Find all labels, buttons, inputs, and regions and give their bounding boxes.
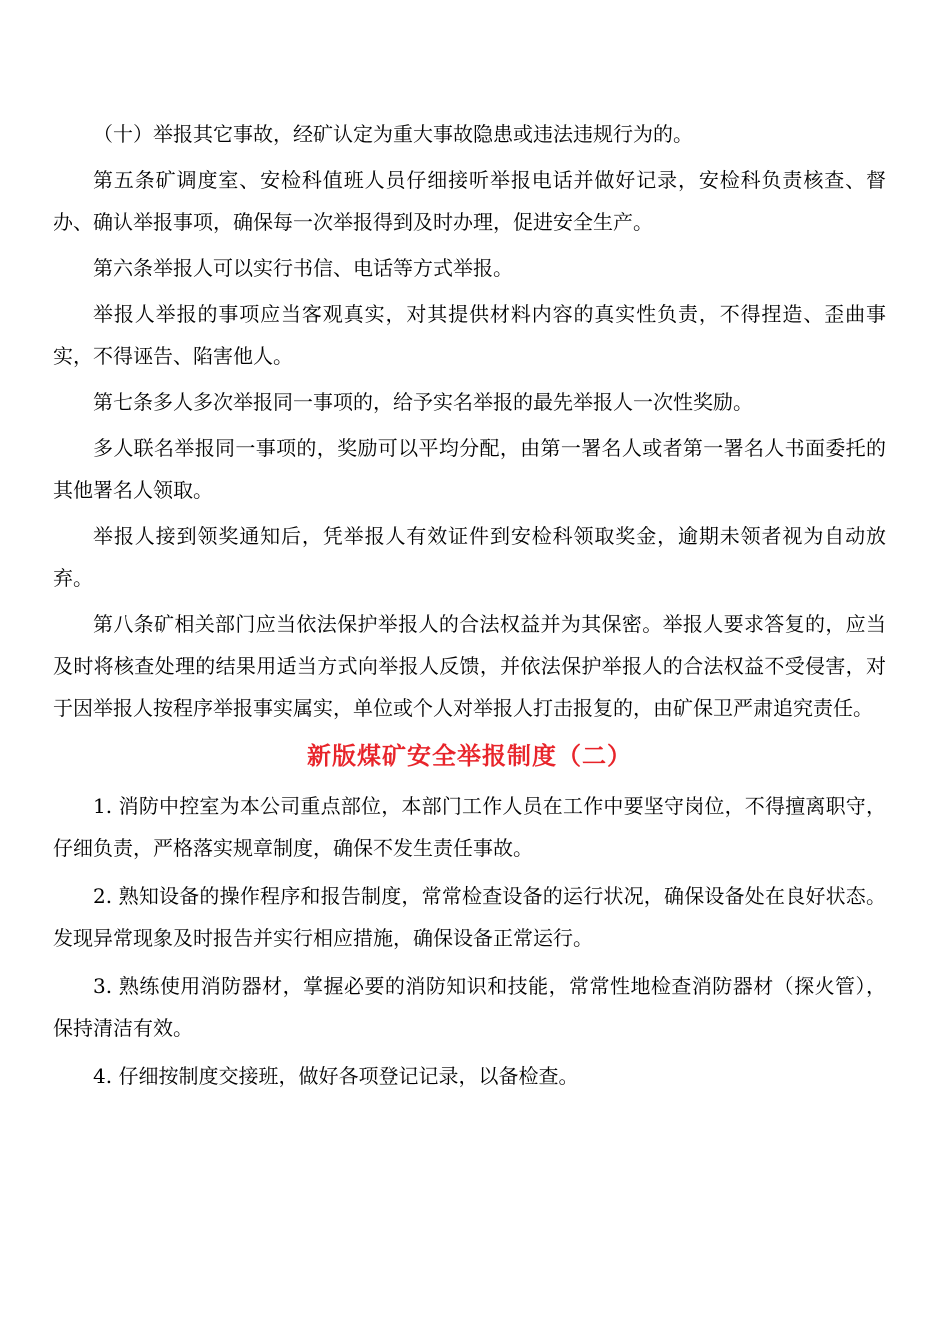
paragraph-report-truth: 举报人举报的事项应当客观真实，对其提供材料内容的真实性负责，不得捏造、歪曲事实，不得诬告、陷害他人。 [53,302,886,368]
paragraph-article-7: 第七条多人多次举报同一事项的，给予实名举报的最先举报人一次性奖励。 [93,390,753,414]
paragraph-article-8: 第八条矿相关部门应当依法保护举报人的合法权益并为其保密。举报人要求答复的，应当及时将核查处理的结果用适当方式向举报人反馈，并依法保护举报人的合法权益不受侵害，对于因举报人按程序举报事实属实，单位或个人对举报人打击报复的，由矿保卫严肃追究责任。 [53,612,886,720]
paragraph-article-5: 第五条矿调度室、安检科值班人员仔细接听举报电话并做好记录，安检科负责核查、督办、确认举报事项，确保每一次举报得到及时办理，促进安全生产。 [53,168,886,234]
paragraph-rule-2: 2. 熟知设备的操作程序和报告制度，常常检查设备的运行状况，确保设备处在良好状态。发现异常现象及时报告并实行相应措施，确保设备正常运行。 [53,884,886,950]
paragraph-rule-1: 1. 消防中控室为本公司重点部位，本部门工作人员在工作中要坚守岗位，不得擅离职守，仔细负责，严格落实规章制度，确保不发生责任事故。 [53,794,886,860]
paragraph-joint-report: 多人联名举报同一事项的，奖励可以平均分配，由第一署名人或者第一署名人书面委托的其他署名人领取。 [53,436,886,502]
paragraph-rule-3: 3. 熟练使用消防器材，掌握必要的消防知识和技能，常常性地检查消防器材（探火管），保持清洁有效。 [53,974,886,1040]
section-title: 新版煤矿安全举报制度（二） [307,741,632,770]
paragraph-reward-claim: 举报人接到领奖通知后，凭举报人有效证件到安检科领取奖金，逾期未领者视为自动放弃。 [53,524,886,590]
document-page [53,113,886,1103]
paragraph-item-10: （十）举报其它事故，经矿认定为重大事故隐患或违法违规行为的。 [93,122,693,146]
paragraph-article-6: 第六条举报人可以实行书信、电话等方式举报。 [93,256,513,280]
paragraph-rule-4: 4. 仔细按制度交接班，做好各项登记记录，以备检查。 [93,1064,579,1088]
